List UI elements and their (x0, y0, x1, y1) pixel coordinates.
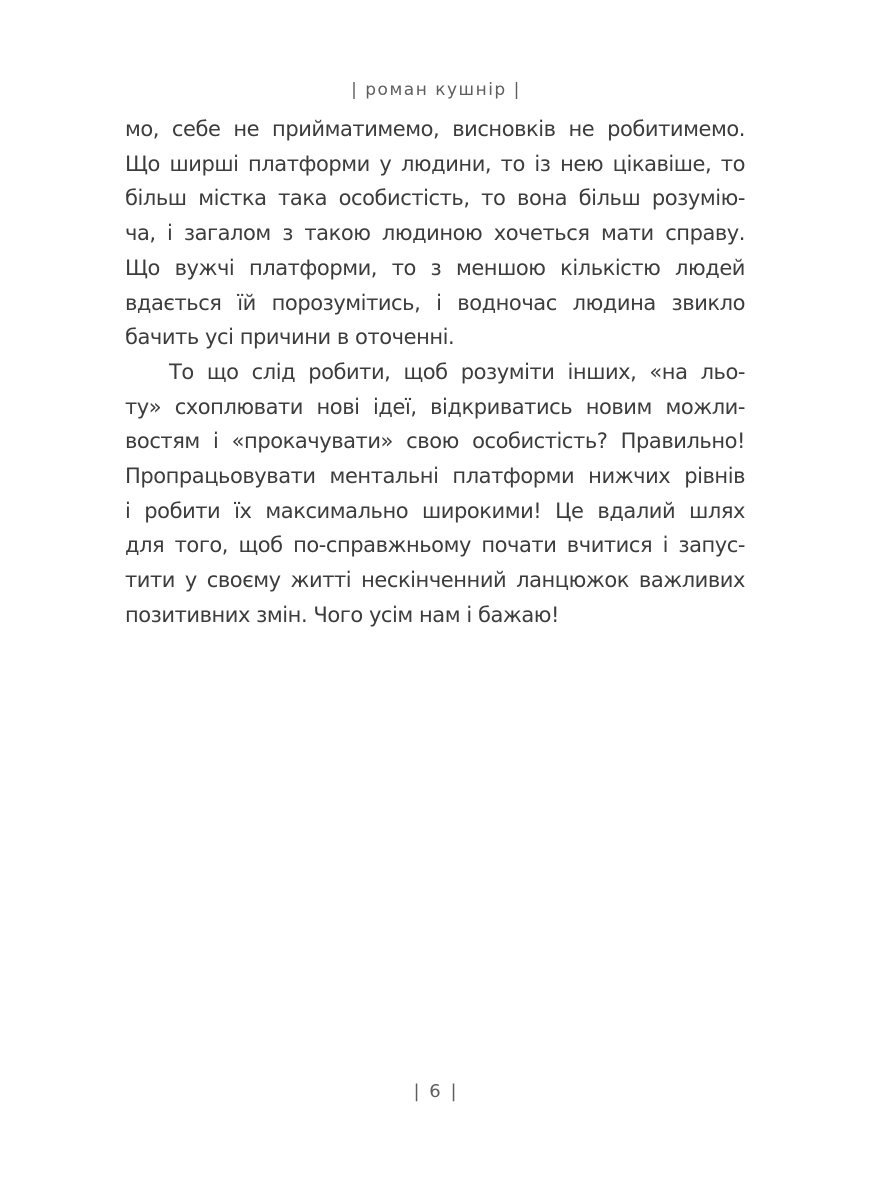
paragraph-1 (125, 112, 745, 355)
text-line: Пропрацьовувати ментальні платформи нижчих рівнів (125, 464, 745, 489)
page-number: | 6 | (413, 1081, 459, 1102)
text-line: бачить усі причини в оточенні. (125, 325, 455, 350)
text-line: більш містка така особистість, то вона більш розумію- (125, 186, 745, 211)
text-line: востям і «прокачувати» свою особистість? Правильно! (125, 429, 745, 454)
text-line: і робити їх максимально широкими! Це вдалий шлях (125, 498, 745, 523)
text-line: тити у своєму житті нескінченний ланцюжок важливих (125, 568, 745, 593)
text-line: для того, щоб по-справжньому почати вчитися і запус- (125, 533, 745, 558)
text-line: Що ширші платформи у людини, то із нею цікавіше, то (125, 151, 745, 176)
body-text (125, 112, 745, 633)
text-line: ча, і загалом з такою людиною хочеться мати справу. (125, 221, 745, 246)
text-line: мо, себе не прийматимемо, висновків не робитимемо. (125, 117, 745, 141)
text-line: вдається їй порозумітись, і водночас людина звикло (125, 290, 745, 315)
paragraph-2 (125, 355, 745, 633)
running-head: | роман кушнір | (351, 80, 521, 100)
text-line: позитивних змін. Чого усім нам і бажаю! (125, 602, 559, 627)
text-line: ту» схоплювати нові ідеї, відкриватись новим можли- (125, 394, 745, 419)
text-line: Що вужчі платформи, то з меншою кількістю людей (125, 255, 745, 280)
text-line: То що слід робити, щоб розуміти інших, «на льо- (169, 359, 745, 384)
